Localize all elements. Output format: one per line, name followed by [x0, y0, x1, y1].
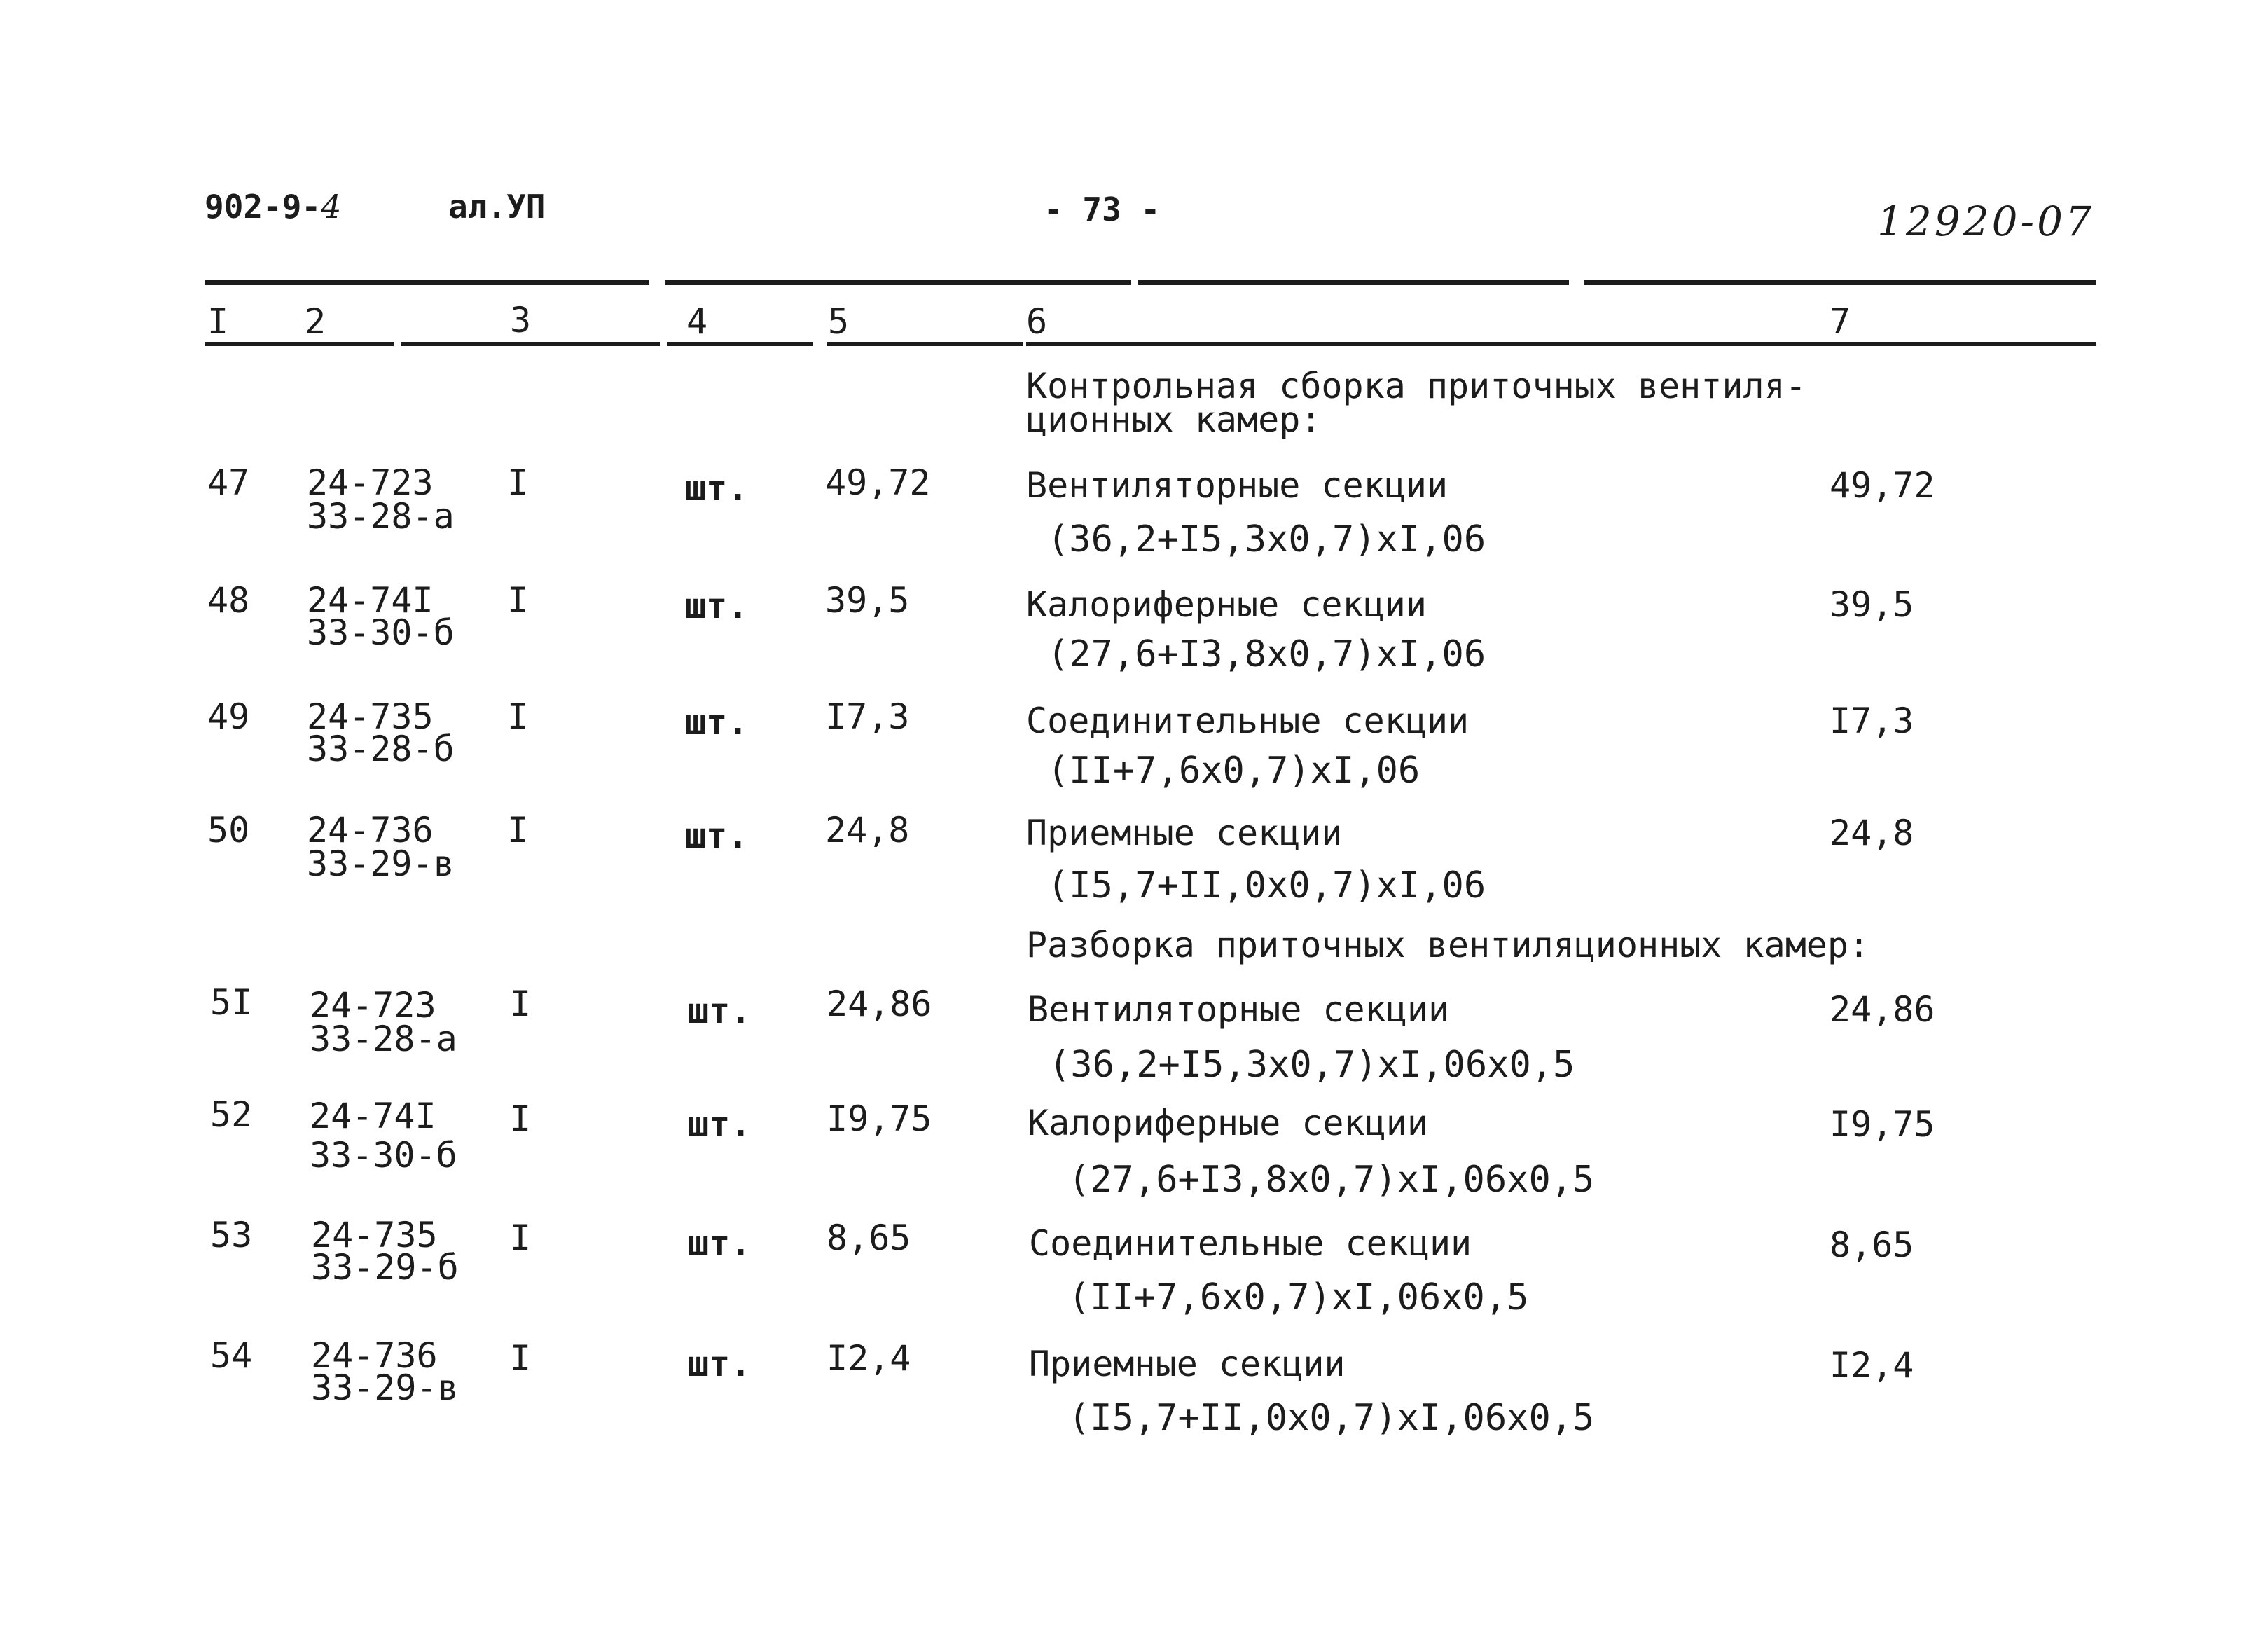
- top-rule-3: [1138, 280, 1569, 285]
- row-47-total: 49,72: [1830, 465, 1935, 506]
- row-53-unit: шт.: [688, 1223, 752, 1264]
- row-49-code2: 33-28-б: [307, 729, 455, 769]
- row-47-value: 49,72: [825, 462, 931, 503]
- row-52-formula: (27,6+I3,8x0,7)xI,06x0,5: [1068, 1159, 1595, 1201]
- row-54-code1: 24-736: [311, 1335, 438, 1376]
- column-header-6: 6: [1026, 301, 1048, 342]
- row-53-formula: (II+7,6x0,7)xI,06x0,5: [1068, 1276, 1529, 1318]
- section-title-disassembly: Разборка приточных вентиляционных камер:: [1026, 925, 1870, 965]
- row-54-quantity: I: [510, 1338, 532, 1379]
- row-53-value: 8,65: [827, 1218, 911, 1258]
- row-52-code2: 33-30-б: [310, 1135, 457, 1176]
- row-50-code2: 33-29-в: [307, 843, 455, 884]
- row-49-quantity: I: [507, 696, 529, 737]
- row-48-code2: 33-30-б: [307, 612, 455, 653]
- row-54-value: I2,4: [827, 1338, 911, 1379]
- row-51-unit: шт.: [688, 991, 752, 1031]
- column-header-5: 5: [828, 301, 850, 342]
- row-47-number: 47: [207, 462, 250, 503]
- row-48-name: Калориферные секции: [1026, 584, 1427, 625]
- row-53-code2: 33-29-б: [311, 1247, 459, 1288]
- row-48-code1: 24-74I: [307, 580, 434, 621]
- row-54-name: Приемные секции: [1029, 1344, 1346, 1384]
- album-label: ал.УП: [448, 188, 546, 226]
- header-underline-4: [827, 342, 1023, 346]
- row-51-code1: 24-723: [310, 985, 436, 1026]
- row-54-number: 54: [210, 1335, 253, 1376]
- column-header-7: 7: [1830, 301, 1851, 342]
- row-48-value: 39,5: [825, 580, 910, 621]
- row-49-value: I7,3: [825, 696, 910, 737]
- row-49-formula: (II+7,6x0,7)xI,06: [1047, 750, 1420, 792]
- sheet-number: 12920-07: [1877, 198, 2094, 245]
- section-title-assembly-line1: Контрольная сборка приточных вентиля-: [1026, 366, 1806, 406]
- row-49-code1: 24-735: [307, 696, 434, 737]
- column-header-1: I: [207, 301, 229, 342]
- row-49-total: I7,3: [1830, 701, 1914, 741]
- row-52-total: I9,75: [1830, 1104, 1935, 1145]
- row-48-total: 39,5: [1830, 584, 1914, 625]
- row-52-name: Калориферные секции: [1028, 1103, 1428, 1143]
- row-51-name: Вентиляторные секции: [1028, 989, 1450, 1030]
- row-49-name: Соединительные секции: [1026, 701, 1470, 741]
- header-underline-5: [1026, 342, 2096, 346]
- row-47-code2: 33-28-а: [307, 496, 455, 537]
- row-54-total: I2,4: [1830, 1345, 1914, 1386]
- top-rule-4: [1584, 280, 2096, 285]
- top-rule-1: [205, 280, 649, 285]
- row-52-number: 52: [210, 1094, 253, 1135]
- row-50-number: 50: [207, 810, 250, 850]
- row-51-quantity: I: [510, 984, 532, 1024]
- row-47-formula: (36,2+I5,3x0,7)xI,06: [1047, 518, 1486, 560]
- row-52-quantity: I: [510, 1098, 532, 1139]
- row-53-number: 53: [210, 1215, 253, 1255]
- row-50-unit: шт.: [685, 815, 749, 856]
- header-underline-3: [667, 342, 813, 346]
- row-50-code1: 24-736: [307, 810, 434, 850]
- row-54-unit: шт.: [688, 1344, 752, 1384]
- row-50-formula: (I5,7+II,0x0,7)xI,06: [1047, 864, 1486, 907]
- row-53-code1: 24-735: [311, 1215, 438, 1255]
- row-48-unit: шт.: [685, 586, 749, 626]
- row-53-total: 8,65: [1830, 1225, 1914, 1265]
- row-47-name: Вентиляторные секции: [1026, 465, 1448, 506]
- row-52-code1: 24-74I: [310, 1096, 436, 1136]
- row-50-quantity: I: [507, 810, 529, 850]
- row-53-quantity: I: [510, 1218, 532, 1258]
- column-header-3: 3: [510, 300, 532, 340]
- row-50-value: 24,8: [825, 810, 910, 850]
- row-50-name: Приемные секции: [1026, 813, 1343, 853]
- row-47-unit: шт.: [685, 468, 749, 509]
- doc-code: 902-9-4: [205, 188, 342, 226]
- row-48-formula: (27,6+I3,8x0,7)xI,06: [1047, 633, 1486, 675]
- row-51-number: 5I: [210, 982, 253, 1023]
- row-48-quantity: I: [507, 580, 529, 621]
- row-53-name: Соединительные секции: [1029, 1223, 1472, 1264]
- top-rule-2: [665, 280, 1131, 285]
- row-51-value: 24,86: [827, 984, 932, 1024]
- row-49-unit: шт.: [685, 702, 749, 743]
- row-51-formula: (36,2+I5,3x0,7)xI,06x0,5: [1049, 1044, 1575, 1086]
- row-54-formula: (I5,7+II,0x0,7)xI,06x0,5: [1068, 1397, 1595, 1439]
- header-underline-1: [205, 342, 394, 346]
- row-48-number: 48: [207, 580, 250, 621]
- row-54-code2: 33-29-в: [311, 1367, 459, 1408]
- row-52-unit: шт.: [688, 1104, 752, 1145]
- row-49-number: 49: [207, 696, 250, 737]
- column-header-2: 2: [305, 301, 326, 342]
- row-47-code1: 24-723: [307, 462, 434, 503]
- column-header-4: 4: [686, 301, 708, 342]
- page-number: - 73 -: [1044, 191, 1161, 228]
- row-51-total: 24,86: [1830, 989, 1935, 1030]
- section-title-assembly-line2: ционных камер:: [1026, 399, 1322, 440]
- header-underline-2: [401, 342, 660, 346]
- row-47-quantity: I: [507, 462, 529, 503]
- row-50-total: 24,8: [1830, 813, 1914, 853]
- row-51-code2: 33-28-а: [310, 1019, 457, 1059]
- row-52-value: I9,75: [827, 1098, 932, 1139]
